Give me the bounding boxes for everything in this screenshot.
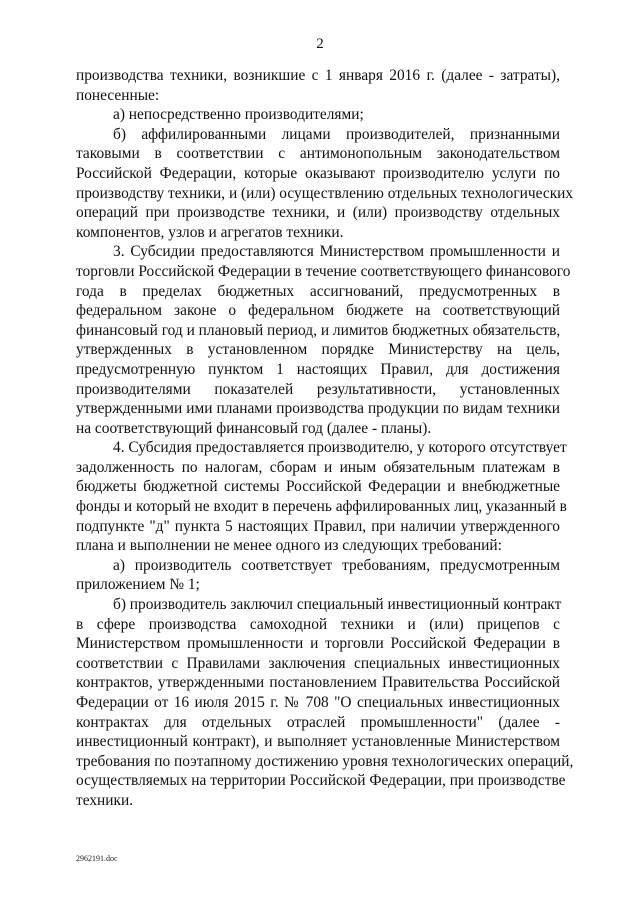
- text-line: требования по поэтапному достижению уровня технологических операций,: [76, 752, 574, 770]
- text-line: предусмотренную пунктом 1 настоящих Правил, для достижения: [76, 360, 560, 378]
- text-line: года в пределах бюджетных ассигнований, предусмотренных в: [76, 282, 560, 300]
- text-line: 3. Субсидии предоставляются Министерством промышленности и: [113, 243, 560, 261]
- text-line: утвержденными ими планами производства продукции по видам техники: [76, 400, 560, 418]
- text-line: техники.: [76, 791, 134, 809]
- paragraph: [76, 242, 571, 438]
- text-line: утвержденных в установленном порядке Министерству на цель,: [76, 341, 560, 359]
- paragraph: [76, 556, 560, 595]
- text-line: производства техники, возникшие с 1 января 2016 г. (далее - затраты),: [76, 67, 560, 84]
- text-line: соответствии с Правилами заключения специальных инвестиционных: [76, 654, 560, 672]
- text-line: производителями показателей результативности, установленных: [76, 380, 560, 398]
- text-line: б) производитель заключил специальный инвестиционный контракт: [113, 596, 562, 614]
- text-line: понесенные:: [76, 86, 160, 104]
- text-line: торговли Российской Федерации в течение соответствующего финансового: [76, 262, 571, 280]
- text-line: на соответствующий финансовый год (далее - планы).: [76, 419, 432, 437]
- paragraph: [76, 105, 560, 125]
- text-line: финансовый год и плановый период, и лимитов бюджетных обязательств,: [76, 321, 561, 339]
- paragraph: [76, 438, 567, 556]
- text-line: бюджеты бюджетной системы Российской Федерации и внебюджетные: [76, 478, 560, 496]
- text-line: а) непосредственно производителями;: [113, 106, 364, 124]
- text-line: осуществляемых на территории Российской Федерации, при производстве: [76, 772, 566, 790]
- text-line: Российской Федерации, которые оказывают производителю услуги по: [76, 164, 560, 182]
- paragraph: [76, 66, 560, 105]
- text-line: фонды и который не входит в перечень аффилированных лиц, указанный в: [76, 498, 567, 516]
- text-line: Федерации от 16 июля 2015 г. № 708 "О специальных инвестиционных: [76, 694, 560, 711]
- text-line: контрактов, утвержденными постановлением Правительства Российской: [76, 674, 560, 692]
- text-line: а) производитель соответствует требованиям, предусмотренным: [113, 556, 560, 574]
- paragraph: [76, 125, 574, 243]
- text-line: производству техники, и (или) осуществлению отдельных технологических: [76, 184, 574, 202]
- page-number: 2: [316, 36, 324, 52]
- paragraph: [76, 595, 574, 811]
- text-line: в сфере производства самоходной техники и (или) прицепов с: [76, 615, 560, 633]
- text-line: федеральном законе о федеральном бюджете на соответствующий: [76, 302, 560, 320]
- text-line: Министерством промышленности и торговли Российской Федерации в: [76, 635, 560, 653]
- text-line: 4. Субсидия предоставляется производителю, у которого отсутствует: [113, 439, 567, 457]
- text-line: плана и выполнении не менее одного из следующих требований:: [76, 537, 502, 555]
- text-line: б) аффилированными лицами производителей, признанными: [113, 125, 560, 143]
- text-line: инвестиционный контракт), и выполняет установленные Министерством: [76, 733, 560, 751]
- text-line: компонентов, узлов и агрегатов техники.: [76, 223, 344, 241]
- text-line: таковыми в соответствии с антимонопольным законодательством: [76, 145, 560, 163]
- text-line: приложением № 1;: [76, 576, 200, 594]
- text-line: контрактах для отдельных отраслей промышленности" (далее -: [76, 713, 560, 731]
- file-name-label: 2962191.doc: [76, 854, 118, 863]
- text-line: операций при производстве техники, и (или) производству отдельных: [76, 204, 560, 222]
- document-body: [76, 66, 574, 811]
- text-line: задолженность по налогам, сборам и иным обязательным платежам в: [76, 458, 560, 476]
- text-line: подпункте "д" пункта 5 настоящих Правил, при наличии утвержденного: [76, 517, 560, 535]
